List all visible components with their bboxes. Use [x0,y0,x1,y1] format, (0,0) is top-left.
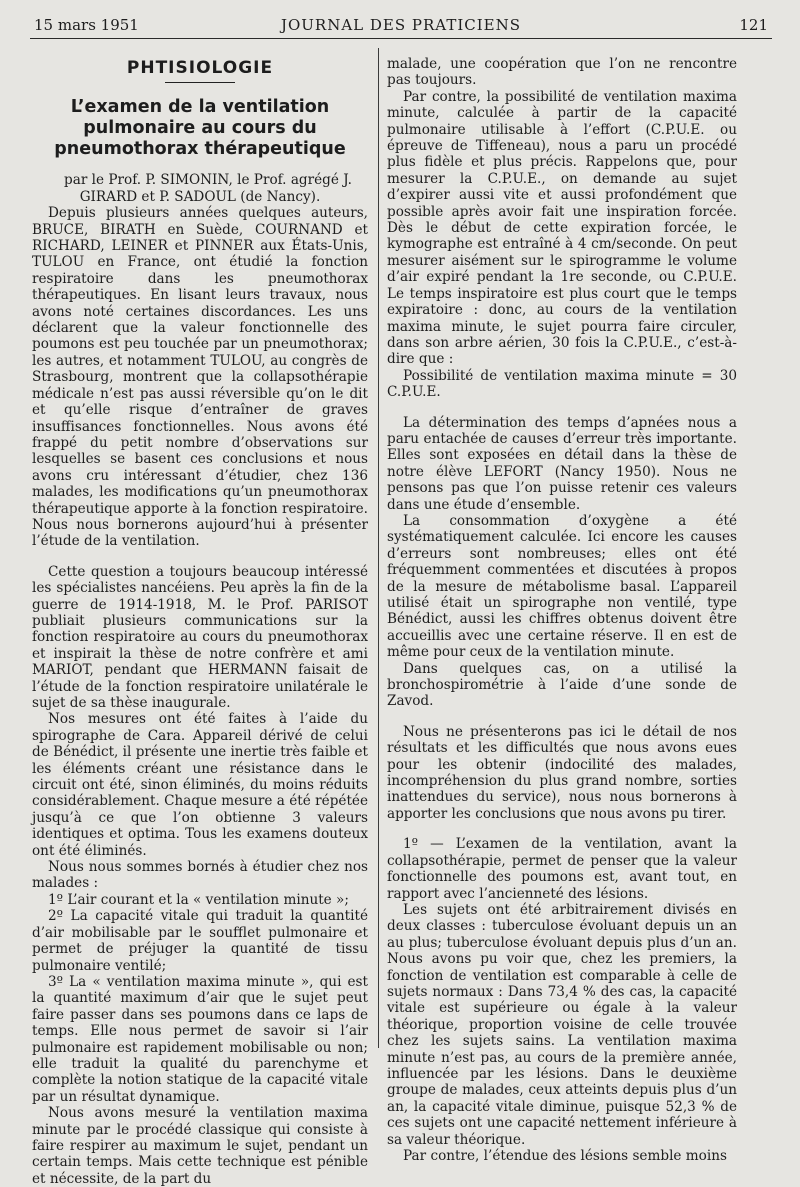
list-item: 2º La capacité vitale qui traduit la quantité d’air mobilisable par le soufflet pulmonaire et permet de préjuger la quantité de tissu pulmonaire ventilé; [32,908,368,974]
article-title: L’examen de la ventilation pulmonaire au cours du pneumothorax thérapeutique [54,97,346,160]
section-rule [165,82,235,83]
left-column [32,56,368,1187]
paragraph: Nous ne présenterons pas ici le détail de nos résultats et les difficultés que nous avons eues pour les obtenir (indocilité des malades, incompréhension du plus grand nombre, sorties inattendues du service), nous nous bornerons à apporter les conclusions que nous avons pu tirer. [387,723,737,822]
journal-name: JOURNAL DES PRATICIENS [280,16,522,34]
paragraph: La consommation d’oxygène a été systématiquement calculée. Ici encore les causes d’erreurs sont nombreuses; elles ont été fréquemment commentées et discutées à propos de la mesure de métabolisme basal. L’appareil utilisé était un spirographe non ventilé, type Bénédict, aussi les chiffres obtenus doivent être accueillis avec une certaine réserve. Il en est de même pour ceux de la ventilation minute. [387,512,737,661]
list-item: 1º L’air courant et la « ventilation minute »; [48,891,349,908]
paragraph: Cette question a toujours beaucoup intéressé les spécialistes nancéiens. Peu après la fin de la guerre de 1914-1918, M. le Prof. PARISOT publiait plusieurs communications sur la fonction respiratoire au cours du pneumothorax et inspirait la thèse de notre confrère et ami MARIOT, pendant que HERMANN faisait de l’étude de la fonction respiratoire unilatérale le sujet de sa thèse inaugurale. [32,563,368,711]
paragraph: Les sujets ont été arbitrairement divisés en deux classes : tuberculose évoluant depuis un an au plus; tuberculose évoluant depuis plus d’un an. Nous avons pu voir que, chez les premiers, la fonction de ventilation est comparable à celle de sujets normaux : Dans 73,4 % des cas, la capacité vitale est supérieure ou égale à la valeur théorique, proportion voisine de celle trouvée chez les sujets sains. La ventilation maxima minute n’est pas, au cours de la première année, influencée par les lésions. Dans le deuxième groupe de malades, ceux atteints depuis plus d’un an, la capacité vitale diminue, puisque 52,3 % de ces sujets ont une capacité nettement inférieure à sa valeur théorique. [387,901,737,1148]
paragraph: Nous avons mesuré la ventilation maxima minute par le procédé classique qui consiste à faire respirer au maximum le sujet, pendant un certain temps. Mais cette technique est pénible et nécessite, de la part du [32,1105,368,1187]
article-authors: par le Prof. P. SIMONIN, le Prof. agrégé J. GIRARD et P. SADOUL (de Nancy). [64,172,352,205]
paragraph: 1º — L’examen de la ventilation, avant la collapsothérapie, permet de penser que la valeur fonctionnelle des poumons est, avant tout, en rapport avec l’ancienneté des lésions. [387,836,737,902]
paragraph: Nous nous sommes bornés à étudier chez nos malades : [32,859,368,892]
section-heading: PHTISIOLOGIE [126,58,274,78]
paragraph: Par contre, l’étendue des lésions semble moins [403,1148,727,1164]
page-number: 121 [739,16,768,34]
paragraph: Nos mesures ont été faites à l’aide du spirographe de Cara. Appareil dérivé de celui de Bénédict, il présente une inertie très faible et les éléments créant une résistance dans le circuit ont été, sinon éliminés, du moins réduits considérablement. Chaque mesure a été répétée jusqu’à ce que l’on obtienne 3 valeurs identiques et optima. Tous les examens douteux ont été éliminés. [32,711,368,859]
paragraph: Depuis plusieurs années quelques auteurs, BRUCE, BIRATH en Suède, COURNAND et RICHARD, LEINER et PINNER aux États-Unis, TULOU en France, ont étudié la fonction respiratoire dans les pneumothorax thérapeutiques. En lisant leurs travaux, nous avons noté certaines discordances. Les uns déclarent que la valeur fonctionnelle des poumons est peu touchée par un pneumothorax; les autres, et notamment TULOU, au congrès de Strasbourg, montrent que la collapsothérapie médicale n’est pas aussi réversible qu’on le dit et qu’elle risque d’entraîner de graves insuffisances fonctionnelles. Nous avons été frappé du petit nombre d’observations sur lesquelles se basent ces conclusions et nous avons cru intéressant d’étudier, chez 136 malades, les modifications qu’un pneumothorax thérapeutique apporte à la fonction respiratoire. Nous nous bornerons aujourd’hui à présenter l’étude de la ventilation. [32,205,368,550]
formula: Possibilité de ventilation maxima minute = 30 C.P.U.E. [387,367,737,401]
paragraph: Par contre, la possibilité de ventilation maxima minute, calculée à partir de la capacité pulmonaire utilisable à l’effort (C.P.U.E. ou épreuve de Tiffeneau), nous a paru un procédé plus fidèle et plus précis. Rappelons que, pour mesurer la C.P.U.E., on demande au sujet d’expirer aussi vite et aussi profondément que possible après avoir fait une inspiration forcée. Dès le début de cette expiration forcée, le kymographe est entraîné à 4 cm/seconde. On peut mesurer aisément sur le spirogramme le volume d’air expiré pendant la 1re seconde, ou C.P.U.E. Le temps inspiratoire est plus court que le temps expiratoire : donc, au cours de la ventilation maxima minute, le sujet pourra faire circuler, dans son arbre aérien, 30 fois la C.P.U.E., c’est-à-dire que : [387,88,737,368]
issue-date: 15 mars 1951 [34,16,139,34]
page-header [30,12,772,38]
paragraph: Dans quelques cas, on a utilisé la bronchospirométrie à l’aide d’une sonde de Zavod. [387,660,737,710]
paragraph: La détermination des temps d’apnées nous a paru entachée de causes d’erreur très importante. Elles sont exposées en détail dans la thèse de notre élève LEFORT (Nancy 1950). Nous ne pensons pas que l’on puisse retenir ces valeurs dans une étude d’ensemble. [387,414,737,513]
list-item: 3º La « ventilation maxima minute », qui est la quantité maximum d’air que le sujet peut faire passer dans ses poumons dans ce laps de temps. Elle nous permet de savoir si l’air pulmonaire est rapidement mobilisable ou non; elle traduit la qualité du parenchyme et complète la notion statique de la capacité vitale par un résultat dynamique. [32,973,368,1105]
column-divider [378,48,379,1048]
right-column [387,56,737,1164]
paragraph: malade, une coopération que l’on ne rencontre pas toujours. [387,56,737,89]
header-rule [30,38,772,39]
